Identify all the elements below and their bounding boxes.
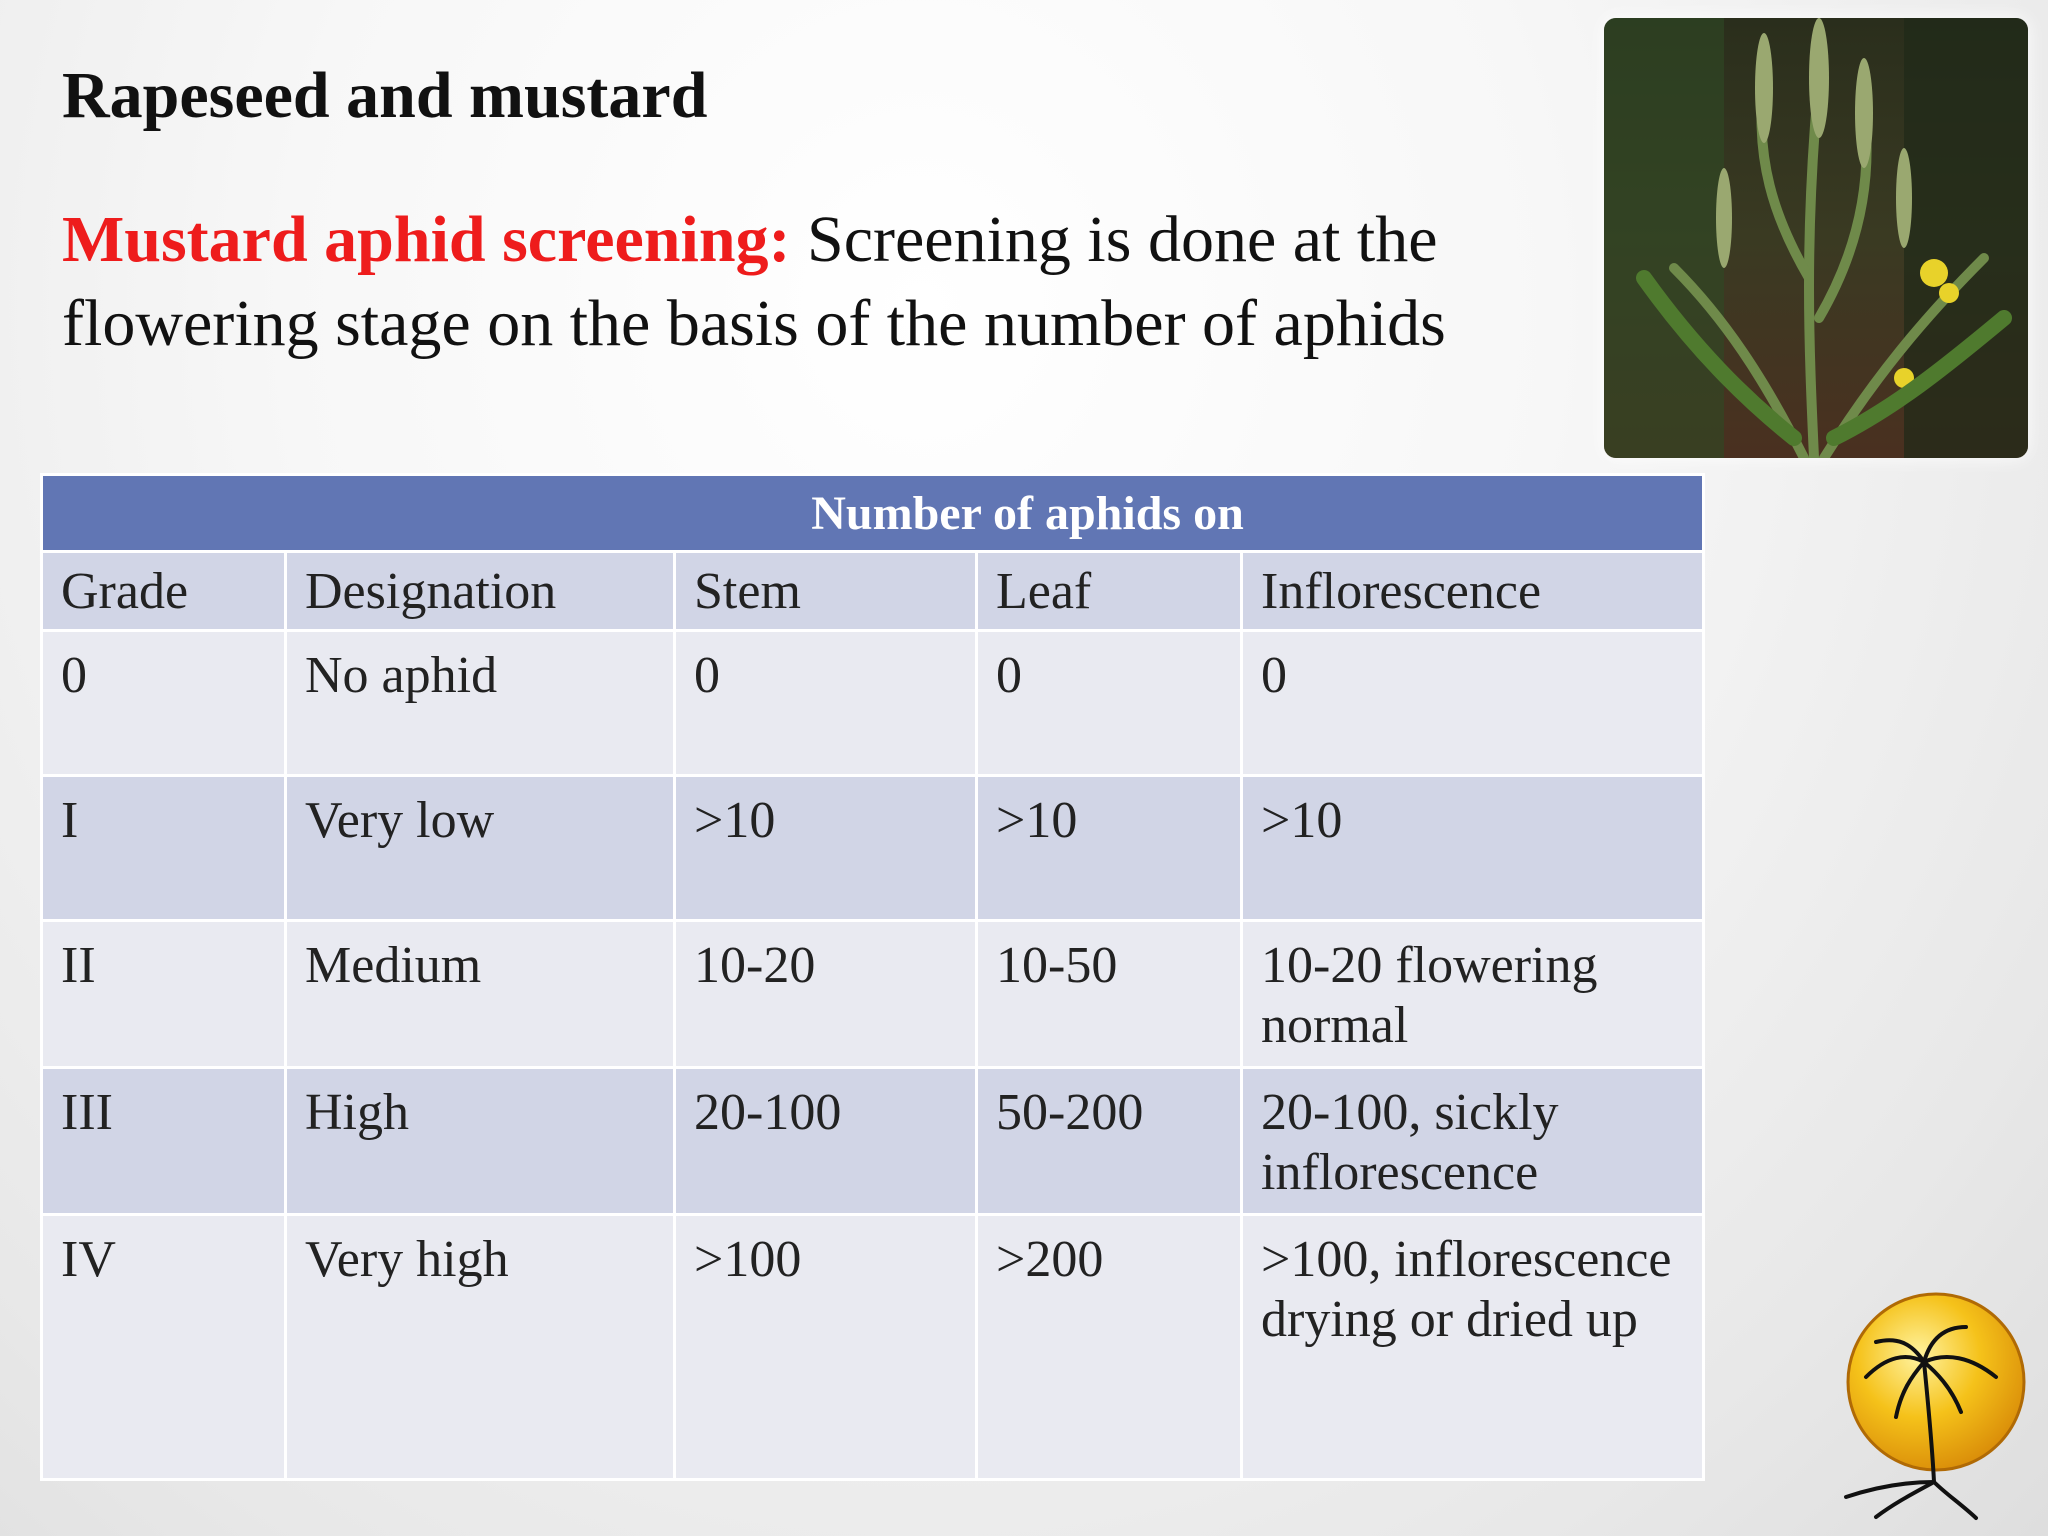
table-group-header-row: [42, 475, 1704, 552]
col-header-leaf: Leaf: [977, 552, 1242, 631]
cell-leaf: >200: [977, 1215, 1242, 1480]
table-row: [42, 1215, 1704, 1480]
cell-leaf: >10: [977, 776, 1242, 921]
cell-inflorescence: >100, inflorescence drying or dried up: [1242, 1215, 1704, 1480]
col-header-inflorescence: Inflorescence: [1242, 552, 1704, 631]
cell-stem: 10-20: [675, 921, 977, 1068]
col-header-stem: Stem: [675, 552, 977, 631]
cell-designation: High: [286, 1068, 675, 1215]
cell-leaf: 50-200: [977, 1068, 1242, 1215]
aphid-grade-table: [40, 473, 1705, 1481]
palm-tree-sun-logo: [1836, 1282, 2026, 1522]
subtitle-highlight: Mustard aphid screening:: [62, 203, 791, 276]
mustard-plant-photo: [1604, 18, 2028, 458]
table-row: [42, 921, 1704, 1068]
table-column-header-row: [42, 552, 1704, 631]
subtitle-text: Screening is done at the flowering stage on the basis of the number of aphids: [62, 203, 1446, 360]
cell-inflorescence: >10: [1242, 776, 1704, 921]
cell-grade: IV: [42, 1215, 286, 1480]
cell-stem: >10: [675, 776, 977, 921]
cell-inflorescence: 10-20 flowering normal: [1242, 921, 1704, 1068]
slide-title: Rapeseed and mustard: [62, 59, 708, 132]
cell-stem: 0: [675, 631, 977, 776]
table-row: [42, 1068, 1704, 1215]
cell-inflorescence: 20-100, sickly inflorescence: [1242, 1068, 1704, 1215]
cell-grade: III: [42, 1068, 286, 1215]
cell-designation: No aphid: [286, 631, 675, 776]
table-row: [42, 631, 1704, 776]
cell-inflorescence: 0: [1242, 631, 1704, 776]
col-header-designation: Designation: [286, 552, 675, 631]
cell-stem: >100: [675, 1215, 977, 1480]
cell-leaf: 0: [977, 631, 1242, 776]
col-header-grade: Grade: [42, 552, 286, 631]
cell-grade: 0: [42, 631, 286, 776]
cell-grade: II: [42, 921, 286, 1068]
table-row: [42, 776, 1704, 921]
cell-designation: Very high: [286, 1215, 675, 1480]
cell-designation: Very low: [286, 776, 675, 921]
cell-leaf: 10-50: [977, 921, 1242, 1068]
cell-stem: 20-100: [675, 1068, 977, 1215]
group-header: Number of aphids on: [42, 475, 1704, 552]
cell-grade: I: [42, 776, 286, 921]
slide-subtitle: [62, 198, 1562, 366]
cell-designation: Medium: [286, 921, 675, 1068]
